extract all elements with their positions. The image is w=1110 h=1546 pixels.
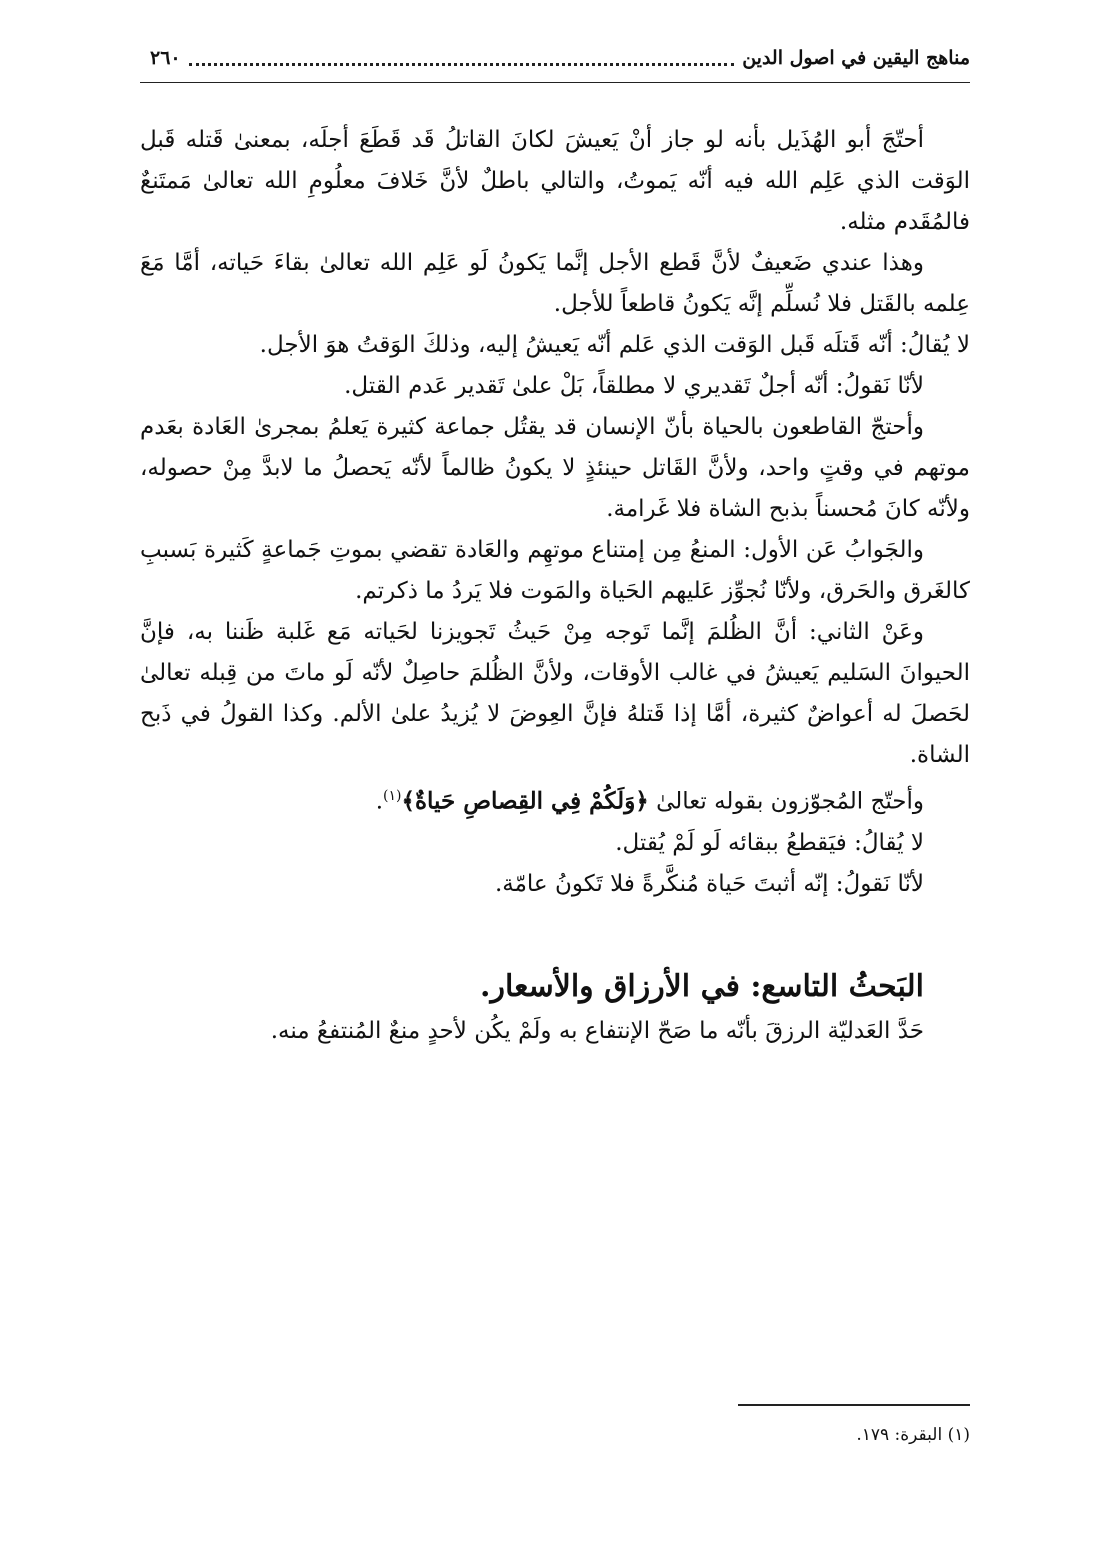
- paragraph: لا يُقالُ: فيَقطعُ ببقائه لَو لَمْ يُقتل.: [615, 829, 924, 856]
- page-number: ٢٦٠: [150, 47, 181, 69]
- quran-verse: ﴿وَلَكُمْ فِي القِصاصِ حَياةٌ﴾: [401, 787, 649, 815]
- paragraph: لأنّا نَقولُ: أنّه أجلٌ تَقديري لا مطلقاً، بَلْ علىٰ تَقدير عَدم القتل.: [344, 373, 924, 399]
- footnote-rule: [738, 1404, 970, 1406]
- paragraph: وأحتجّ القاطعون بالحياة بأنّ الإنسان قد يقتُل جماعة كثيرة يَعلمُ بمجرىٰ العَادة بعَدم موتهم في وقتٍ واحد، ولأنَّ القَاتل حينئذٍ لا يكونُ ظالماً لأنّه يَحصلُ ما لابدَّ مِنْ حصوله، ولأنّه كانَ مُحسناً بذبح الشاة فلا غَرامة.: [140, 414, 970, 522]
- quote-lead: وأحتّج المُجوّزون بقوله تعالىٰ: [656, 788, 924, 815]
- section-first-line: حَدَّ العَدليّة الرزقَ بأنّه ما صَحّ الإنتفاع به ولَمْ يكُن لأحدٍ منعٌ المُنتفعُ منه.: [270, 1017, 924, 1044]
- paragraph: لا يُقالُ: أنّه قَتلَه قَبل الوَقت الذي عَلم أنّه يَعيشُ إليه، وذلكَ الوَقتُ هوَ الأجل.: [259, 332, 970, 358]
- running-title: مناهج اليقين في اصول الدين: [742, 47, 970, 69]
- dot-leader: [189, 51, 735, 66]
- section-title: البَحثُ التاسع: في الأرزاق والأسعار.: [480, 968, 924, 1004]
- header-rule: [140, 82, 970, 83]
- paragraph: وعَنْ الثاني: أنَّ الظُلمَ إنَّما تَوجه مِنْ حَيثُ تَجويزنا لحَياته مَع غَلبة ظَننا به، فإنَّ الحيوانَ السَليم يَعيشُ في غالب الأوقات، ولأنَّ الظُلمَ حاصِلٌ لأنّه لَو ماتَ من قِبله تعالىٰ لحَصلَ له أعواضٌ كثيرة، أمَّا إذا قَتلهُ فإنَّ العِوضَ لا يُزيدُ علىٰ الألم. وكذا القولُ في ذَبح الشاة.: [140, 619, 970, 768]
- body-text: [140, 120, 970, 1052]
- paragraph: والجَوابُ عَن الأول: المنعُ مِن إمتناع موتهِم والعَادة تقضي بموتِ جَماعةٍ كَثيرة بَسببِ كالغَرق والحَرق، ولأنّا نُجوِّز عَليهم الحَياة والمَوت فلا يَردُ ما ذكرتم.: [140, 537, 970, 604]
- footnote: (١) البقرة: ١٧٩.: [856, 1425, 970, 1445]
- paragraph: لأنّا نَقولُ: إنّه أثبتَ حَياة مُنكَّرةً فلا تَكونُ عامّة.: [494, 870, 924, 897]
- footnote-reference[interactable]: (١): [383, 788, 402, 804]
- quote-end: .: [375, 788, 384, 815]
- quote-paragraph: [140, 776, 970, 823]
- running-header: [140, 38, 970, 78]
- paragraph: أحتّجَ أبو الهُذَيل بأنه لو جاز أنْ يَعيشَ لكانَ القاتلُ قَد قَطَعَ أجلَه، بمعنىٰ قَتله قَبل الوَقت الذي عَلِم الله فيه أنّه يَموتُ، والتالي باطلٌ لأنَّ خَلافَ معلُومِ الله تعالىٰ مَمتَنعٌ فالمُقَدم مثله.: [140, 127, 970, 235]
- paragraph: وهذا عندي ضَعيفٌ لأنَّ قَطع الأجل إنَّما يَكونُ لَو عَلِم الله تعالىٰ بقاءَ حَياته، أمَّا مَعَ عِلمه بالقَتل فلا نُسلِّم إنَّه يَكونُ قاطعاً للأجل.: [140, 250, 970, 317]
